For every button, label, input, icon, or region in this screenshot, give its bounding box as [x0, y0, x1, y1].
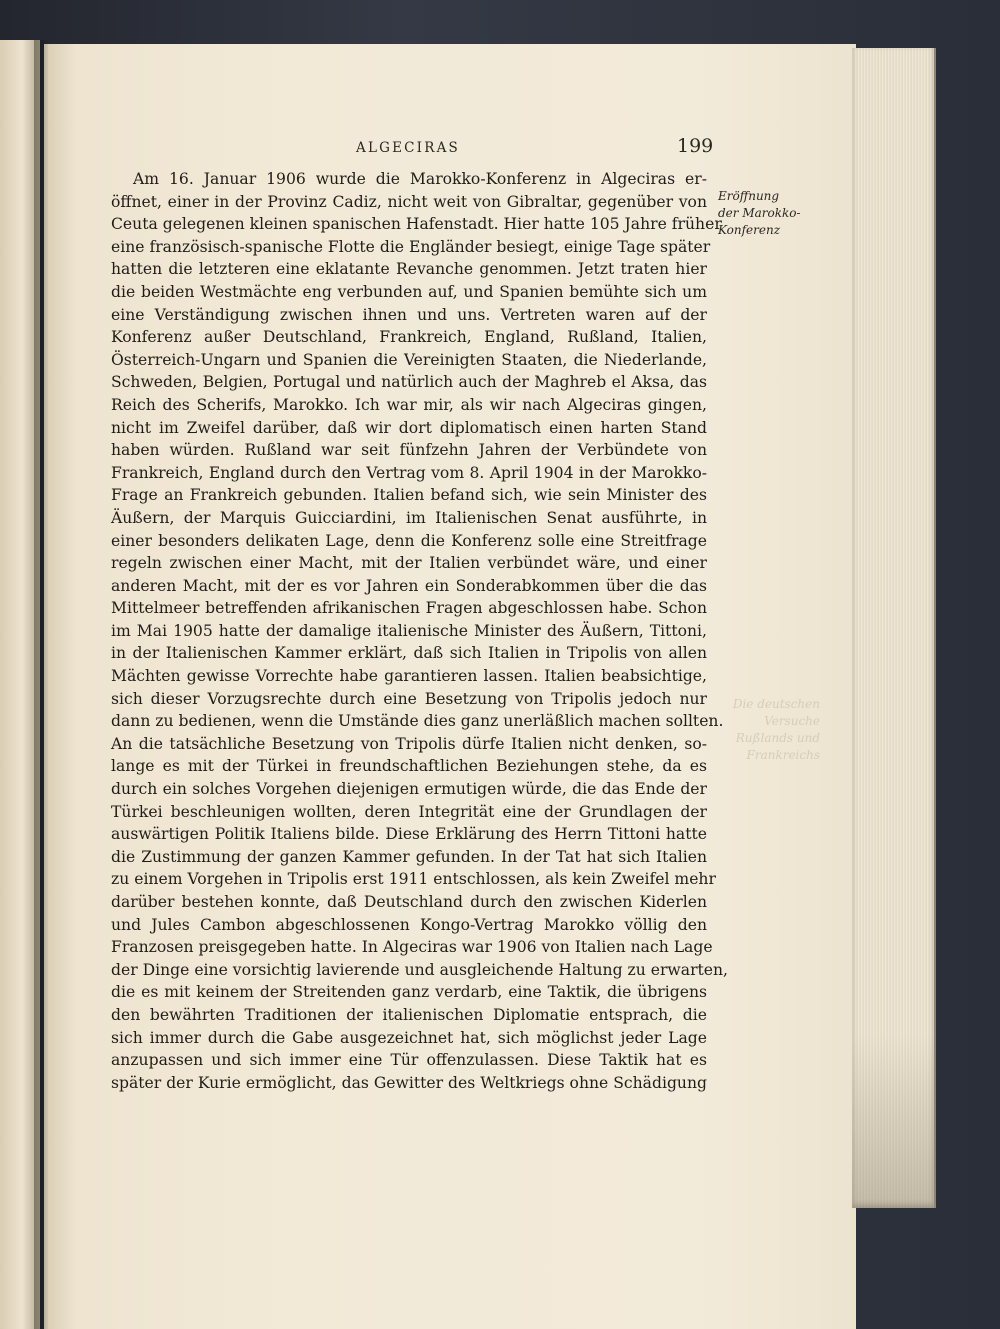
margin-note-line: Eröffnung: [718, 189, 780, 203]
text-line: die es mit keinem der Streitenden ganz verdarb, eine Taktik, die übrigens: [111, 983, 707, 1002]
text-line: sich dieser Vorzugsrechte durch eine Besetzung von Tripolis jedoch nur: [111, 689, 707, 708]
text-line: Türkei beschleunigen wollten, deren Integrität eine der Grundlagen der: [111, 802, 707, 821]
show-through-text: [720, 696, 820, 764]
text-line: Österreich-Ungarn und Spanien die Vereinigten Staaten, die Niederlande,: [111, 350, 707, 369]
margin-note: [718, 188, 818, 239]
margin-note-line: der Marokko-: [718, 206, 801, 220]
text-line: auswärtigen Politik Italiens bilde. Diese Erklärung des Herrn Tittoni hatte: [111, 825, 707, 844]
text-line: sich immer durch die Gabe ausgezeichnet hat, sich möglichst jeder Lage: [111, 1028, 707, 1047]
text-line: Äußern, der Marquis Guicciardini, im Italienischen Senat ausführte, in: [111, 508, 707, 527]
show-through-line: Frankreichs: [746, 748, 820, 762]
text-line: nicht im Zweifel darüber, daß wir dort diplomatisch einen harten Stand: [111, 418, 707, 437]
text-line: der Dinge eine vorsichtig lavierende und ausgleichende Haltung zu erwarten,: [111, 960, 729, 979]
page-edges-shadow: [852, 48, 934, 1208]
text-line: durch ein solches Vorgehen diejenigen ermutigen würde, die das Ende der: [111, 780, 707, 799]
text-line: anderen Macht, mit der es vor Jahren ein Sonderabkommen über die das: [111, 576, 707, 595]
text-line: Mächten gewisse Vorrechte habe garantieren lassen. Italien beabsichtige,: [111, 667, 707, 686]
text-line: Frankreich, England durch den Vertrag vom 8. April 1904 in der Marokko-: [111, 463, 707, 482]
text-line: Mittelmeer betreffenden afrikanischen Fragen abgeschlossen habe. Schon: [111, 599, 707, 618]
text-line: Schweden, Belgien, Portugal und natürlich auch der Maghreb el Aksa, das: [111, 373, 707, 392]
show-through-line: Versuche: [764, 714, 820, 728]
text-line: Franzosen preisgegeben hatte. In Algeciras war 1906 von Italien nach Lage: [111, 938, 713, 957]
show-through-line: Die deutschen: [732, 697, 820, 711]
page-number: 199: [677, 135, 714, 157]
text-line: regeln zwischen einer Macht, mit der Italien verbündet wäre, und einer: [111, 554, 707, 573]
book-gutter: [34, 40, 48, 1329]
text-line: die beiden Westmächte eng verbunden auf, und Spanien bemühte sich um: [111, 282, 707, 301]
text-line: dann zu bedienen, wenn die Umstände dies ganz unerläßlich machen sollten.: [111, 712, 724, 731]
text-line: lange es mit der Türkei in freundschaftlichen Beziehungen stehe, da es: [111, 757, 707, 776]
text-line: hatten die letzteren eine eklatante Revanche genommen. Jetzt traten hier: [111, 260, 707, 279]
text-line: später der Kurie ermöglicht, das Gewitter des Weltkriegs ohne Schädigung: [111, 1073, 707, 1092]
text-line: die Zustimmung der ganzen Kammer gefunden. In der Tat hat sich Italien: [111, 847, 707, 866]
text-line: darüber bestehen konnte, daß Deutschland durch den zwischen Kiderlen: [111, 893, 707, 911]
text-line: einer besonders delikaten Lage, denn die Konferenz solle eine Streitfrage: [111, 531, 707, 550]
text-line: Ceuta gelegenen kleinen spanischen Hafenstadt. Hier hatte 105 Jahre früher: [111, 215, 722, 234]
text-line: und Jules Cambon abgeschlossenen Kongo-Vertrag Marokko völlig den: [111, 915, 707, 934]
running-head: ALGECIRAS: [356, 140, 460, 156]
text-line: Am 16. Januar 1906 wurde die Marokko-Konferenz in Algeciras er-: [133, 170, 707, 188]
text-line: öffnet, einer in der Provinz Cadiz, nicht weit von Gibraltar, gegenüber von: [111, 192, 707, 211]
text-line: Reich des Scherifs, Marokko. Ich war mir, als wir nach Algeciras gingen,: [111, 395, 707, 414]
text-line: haben würden. Rußland war seit fünfzehn Jahren der Verbündete von: [111, 441, 707, 460]
margin-note-line: Konferenz: [718, 223, 781, 237]
show-through-line: Rußlands und: [735, 731, 820, 745]
text-line: eine Verständigung zwischen ihnen und uns. Vertreten waren auf der: [111, 305, 707, 324]
text-line: An die tatsächliche Besetzung von Tripolis dürfe Italien nicht denken, so-: [111, 734, 707, 753]
text-line: Konferenz außer Deutschland, Frankreich, England, Rußland, Italien,: [111, 328, 707, 347]
text-line: den bewährten Traditionen der italienischen Diplomatie entsprach, die: [111, 1005, 707, 1024]
text-line: im Mai 1905 hatte der damalige italienische Minister des Äußern, Tittoni,: [111, 621, 707, 640]
text-line: eine französisch-spanische Flotte die Engländer besiegt, einige Tage später: [111, 237, 711, 256]
text-line: zu einem Vorgehen in Tripolis erst 1911 entschlossen, als kein Zweifel mehr: [111, 870, 716, 889]
text-line: anzupassen und sich immer eine Tür offenzulassen. Diese Taktik hat es: [111, 1051, 707, 1070]
text-line: in der Italienischen Kammer erklärt, daß sich Italien in Tripolis von allen: [111, 644, 707, 663]
text-line: Frage an Frankreich gebunden. Italien befand sich, wie sein Minister des: [111, 486, 707, 505]
body-text: [111, 168, 729, 1094]
